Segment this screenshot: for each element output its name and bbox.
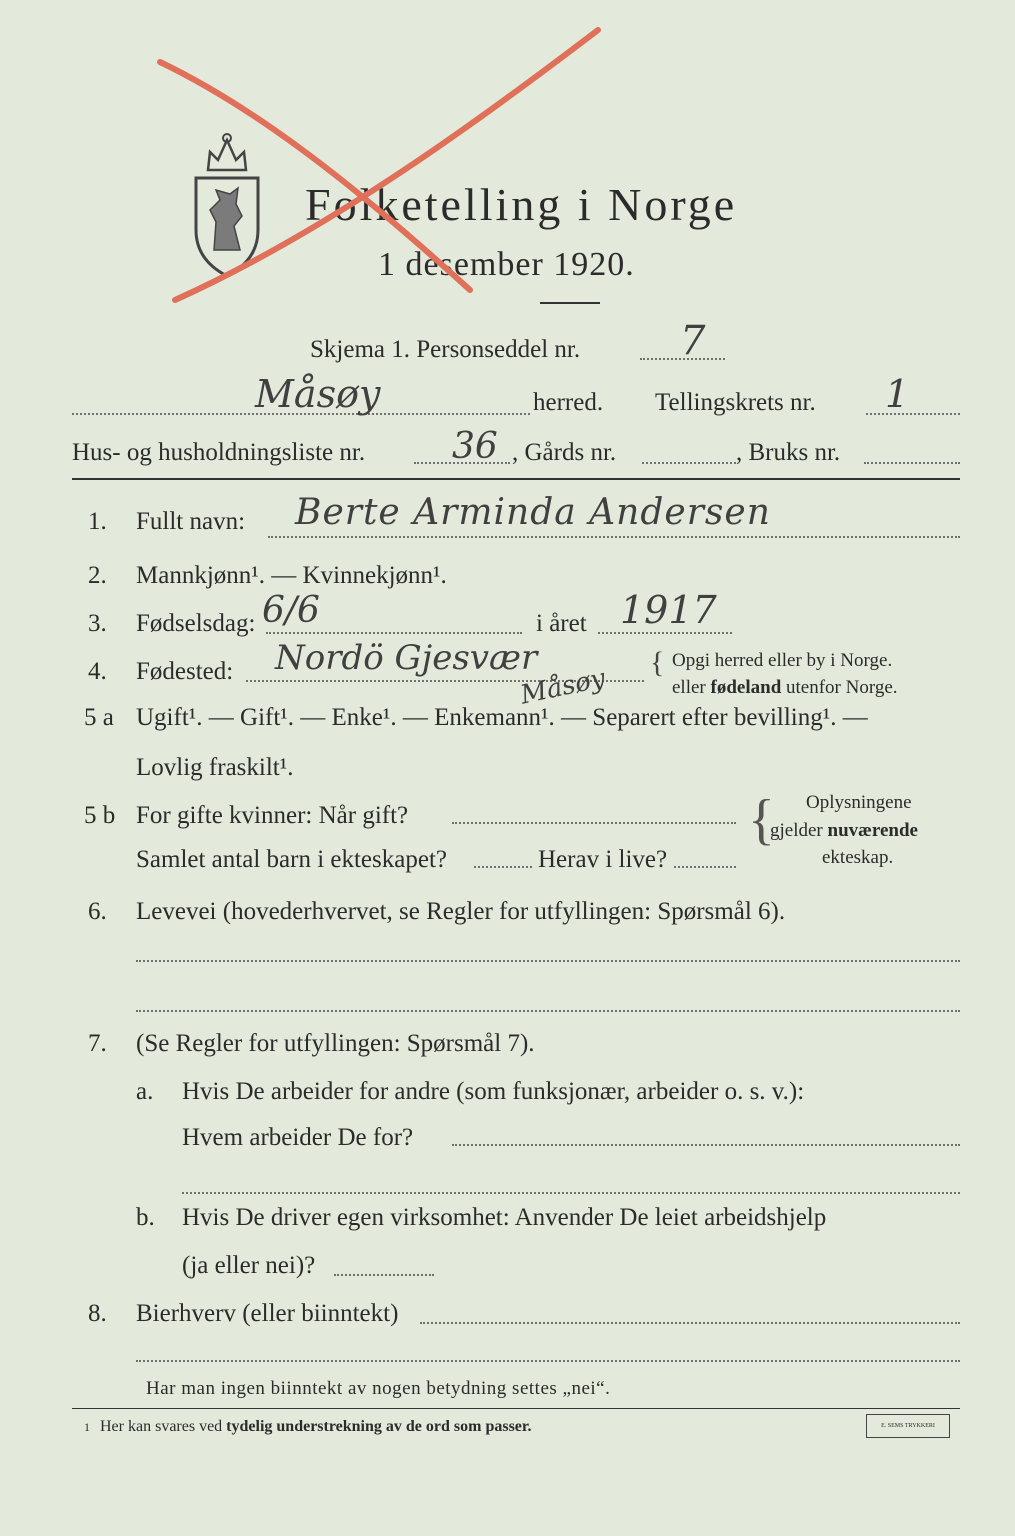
field-7b-number: b. bbox=[136, 1204, 155, 1231]
herred-label: herred. bbox=[533, 389, 604, 416]
side-income-field[interactable] bbox=[420, 1322, 960, 1324]
sex-label: Mannkjønn¹. — Kvinnekjønn¹. bbox=[136, 562, 447, 589]
tellingskrets-value: 1 bbox=[885, 372, 910, 416]
marital-status-label: Ugift¹. — Gift¹. — Enke¹. — Enkemann¹. — Separert efter bevilling¹. — bbox=[136, 704, 868, 731]
full-name-value: Berte Arminda Andersen bbox=[295, 492, 771, 533]
printer-stamp: E. SEMS TRYKKERI bbox=[866, 1414, 950, 1438]
bruks-field[interactable] bbox=[864, 462, 960, 464]
gards-field[interactable] bbox=[642, 462, 736, 464]
field-7-number: 7. bbox=[88, 1030, 107, 1057]
field-1-number: 1. bbox=[88, 508, 107, 535]
birthdate-label: Fødselsdag: bbox=[136, 610, 256, 637]
employer-field[interactable] bbox=[452, 1144, 960, 1146]
field-3-number: 3. bbox=[88, 610, 107, 637]
children-alive-label: Herav i live? bbox=[538, 846, 668, 873]
hus-value: 36 bbox=[452, 426, 498, 467]
marriage-note-3: ekteskap. bbox=[822, 847, 894, 868]
children-total-field[interactable] bbox=[474, 866, 532, 868]
tellingskrets-label: Tellingskrets nr. bbox=[655, 389, 816, 416]
employed-label: Hvis De arbeider for andre (som funksjonær, arbeider o. s. v.): bbox=[182, 1078, 805, 1105]
marriage-note-1: Oplysningene bbox=[806, 792, 912, 813]
birthdate-field[interactable] bbox=[266, 632, 522, 634]
side-income-field-2[interactable] bbox=[136, 1360, 960, 1362]
hired-help-label: (ja eller nei)? bbox=[182, 1252, 316, 1279]
marriage-note-2: gjelder nuværende bbox=[770, 820, 918, 841]
divorced-label: Lovlig fraskilt¹. bbox=[136, 754, 294, 781]
birthplace-note-1: Opgi herred eller by i Norge. bbox=[672, 650, 893, 671]
children-total-label: Samlet antal barn i ekteskapet? bbox=[136, 846, 447, 873]
crossed-out-mark bbox=[0, 0, 1015, 320]
footnote-text: Her kan svares ved tydelig understrekning av de ord som passer. bbox=[100, 1418, 532, 1435]
header-separator bbox=[72, 478, 960, 480]
occupation-field-2[interactable] bbox=[136, 1010, 960, 1012]
birthdate-value: 6/6 bbox=[262, 590, 320, 631]
field-5a-number: 5 a bbox=[84, 704, 114, 731]
marriage-brace: { bbox=[748, 789, 775, 851]
field-6-number: 6. bbox=[88, 898, 107, 925]
form-date: 1 desember 1920. bbox=[378, 246, 635, 283]
tellingskrets-field[interactable] bbox=[866, 413, 960, 415]
field-5b-number: 5 b bbox=[84, 802, 116, 829]
side-income-note: Har man ingen biinntekt av nogen betydning settes „nei“. bbox=[146, 1378, 611, 1399]
employer-field-2[interactable] bbox=[182, 1192, 960, 1194]
birthplace-brace: { bbox=[650, 646, 665, 679]
footnote-number: 1 bbox=[84, 1420, 90, 1434]
field-8-number: 8. bbox=[88, 1300, 107, 1327]
herred-value: Måsøy bbox=[255, 372, 381, 416]
footer-separator bbox=[72, 1408, 960, 1409]
schema-label: Skjema 1. Personseddel nr. bbox=[310, 336, 581, 363]
field-4-number: 4. bbox=[88, 658, 107, 685]
side-income-label: Bierhverv (eller biinntekt) bbox=[136, 1300, 399, 1327]
schema-number-value: 7 bbox=[680, 318, 706, 364]
married-when-field[interactable] bbox=[452, 822, 736, 824]
full-name-label: Fullt navn: bbox=[136, 508, 246, 535]
question-7-label: (Se Regler for utfyllingen: Spørsmål 7). bbox=[136, 1030, 535, 1057]
field-2-number: 2. bbox=[88, 562, 107, 589]
employer-label: Hvem arbeider De for? bbox=[182, 1124, 414, 1151]
birth-year-value: 1917 bbox=[620, 588, 717, 632]
hus-label: Hus- og husholdningsliste nr. bbox=[72, 439, 366, 466]
full-name-field[interactable] bbox=[268, 536, 960, 538]
bruks-label: , Bruks nr. bbox=[736, 439, 841, 466]
birthplace-value: Nordö Gjesvær bbox=[275, 638, 538, 678]
form-title: Folketelling i Norge bbox=[305, 179, 738, 230]
field-7a-number: a. bbox=[136, 1078, 154, 1105]
birthplace-note-2: eller fødeland utenfor Norge. bbox=[672, 677, 898, 698]
self-employed-label: Hvis De driver egen virksomhet: Anvender De leiet arbeidshjelp bbox=[182, 1204, 827, 1231]
birth-year-field[interactable] bbox=[598, 632, 732, 634]
married-when-label: For gifte kvinner: Når gift? bbox=[136, 802, 409, 829]
birth-year-label: i året bbox=[536, 610, 587, 637]
children-alive-field[interactable] bbox=[674, 866, 736, 868]
occupation-label: Levevei (hovederhvervet, se Regler for utfyllingen: Spørsmål 6). bbox=[136, 898, 786, 925]
gards-label: , Gårds nr. bbox=[512, 439, 617, 466]
birthplace-label: Fødested: bbox=[136, 658, 234, 685]
hired-help-field[interactable] bbox=[334, 1274, 434, 1276]
birthplace-value-2: Måsøy bbox=[517, 663, 608, 711]
occupation-field-1[interactable] bbox=[136, 960, 960, 962]
